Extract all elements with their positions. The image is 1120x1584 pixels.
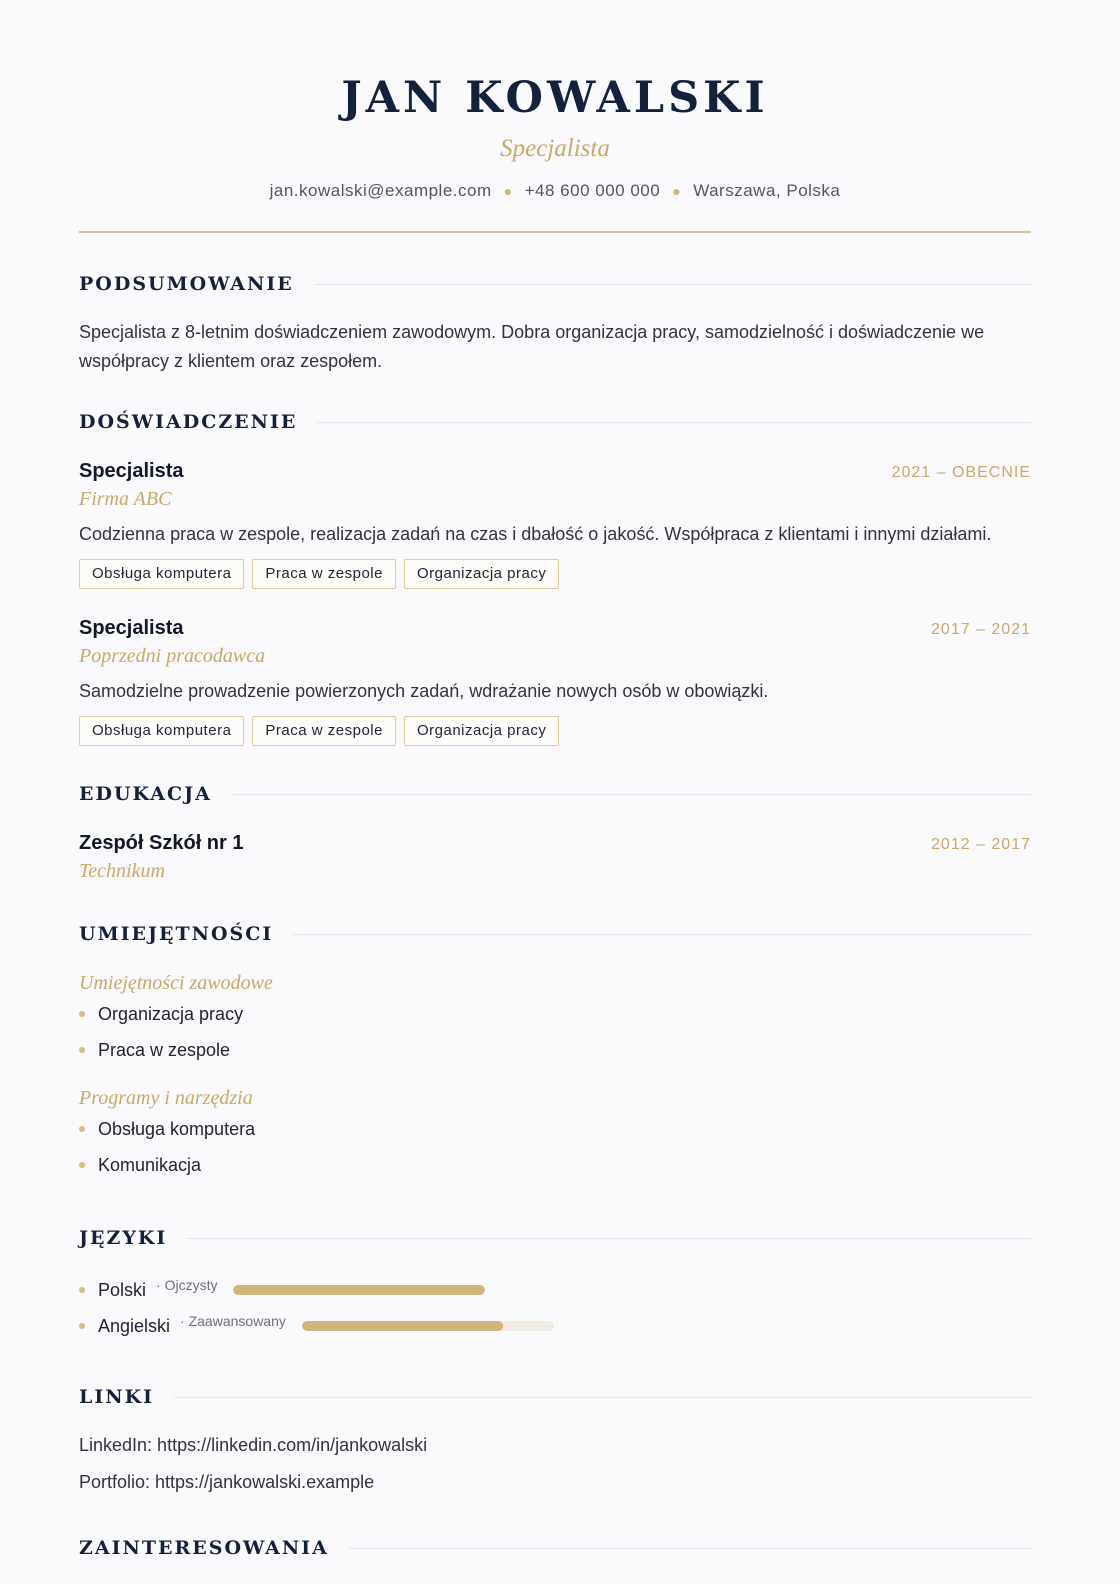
bullet-icon xyxy=(79,1323,85,1329)
job-title: Specjalista xyxy=(79,460,184,482)
job-tags xyxy=(79,716,1031,746)
language-level-fill xyxy=(302,1321,504,1331)
list-item xyxy=(79,996,1031,1032)
skill-tag: Praca w zespole xyxy=(252,559,396,589)
link-linkedin[interactable]: LinkedIn: https://linkedin.com/in/jankowalski xyxy=(79,1435,428,1455)
education-item xyxy=(79,830,1031,884)
candidate-title: Specjalista xyxy=(500,135,610,162)
language-level: · Zaawansowany xyxy=(180,1313,286,1329)
job-company: Firma ABC xyxy=(79,488,172,510)
section-label: EDUKACJA xyxy=(79,783,212,805)
education-date: 2012 – 2017 xyxy=(931,836,1031,853)
bullet-icon xyxy=(79,1011,85,1017)
language-row xyxy=(79,1272,1031,1308)
section-heading-summary xyxy=(79,272,1031,296)
language-name: Polski xyxy=(98,1279,147,1300)
skill-group xyxy=(79,1085,1031,1183)
section-heading-interests xyxy=(79,1536,1031,1560)
resume-header xyxy=(79,0,1031,233)
job-date: 2017 – 2021 xyxy=(931,621,1031,638)
resume-page xyxy=(79,0,1031,1560)
contact-email[interactable]: jan.kowalski@example.com xyxy=(269,181,492,200)
section-divider xyxy=(317,422,1031,423)
section-label: ZAINTERESOWANIA xyxy=(79,1537,329,1559)
section-divider xyxy=(349,1548,1031,1549)
experience-item xyxy=(79,615,1031,746)
job-description: Samodzielne prowadzenie powierzonych zadań, wdrażanie nowych osób w obowiązki. xyxy=(79,681,769,701)
skill-name: Obsługa komputera xyxy=(98,1119,256,1139)
section-label: DOŚWIADCZENIE xyxy=(79,411,298,433)
skill-tag: Obsługa komputera xyxy=(79,716,244,746)
language-list xyxy=(79,1272,1031,1344)
skill-group-title: Programy i narzędzia xyxy=(79,1087,253,1109)
section-divider xyxy=(232,794,1031,795)
job-title: Specjalista xyxy=(79,617,184,639)
bullet-icon xyxy=(79,1126,85,1132)
language-row xyxy=(79,1308,1031,1344)
skill-name: Organizacja pracy xyxy=(98,1004,244,1024)
skill-tag: Obsługa komputera xyxy=(79,559,244,589)
skill-tag: Organizacja pracy xyxy=(404,559,559,589)
skill-list xyxy=(79,996,1031,1068)
bullet-icon xyxy=(79,1162,85,1168)
separator-dot-icon: ● xyxy=(503,183,513,199)
list-item xyxy=(79,1147,1031,1183)
language-level: · Ojczysty xyxy=(156,1277,218,1293)
experience-item xyxy=(79,458,1031,589)
list-item xyxy=(79,1032,1031,1068)
skill-list xyxy=(79,1111,1031,1183)
section-label: JĘZYKI xyxy=(79,1227,168,1249)
section-heading-skills xyxy=(79,922,1031,946)
skill-name: Praca w zespole xyxy=(98,1040,231,1060)
language-level-bar xyxy=(233,1285,485,1295)
section-label: PODSUMOWANIE xyxy=(79,273,294,295)
section-divider xyxy=(174,1397,1031,1398)
skill-tag: Praca w zespole xyxy=(252,716,396,746)
skill-tag: Organizacja pracy xyxy=(404,716,559,746)
section-label: LINKI xyxy=(79,1386,155,1408)
job-tags xyxy=(79,559,1031,589)
job-description: Codzienna praca w zespole, realizacja zadań na czas i dbałość o jakość. Współpraca z klientami i innymi działami. xyxy=(79,524,992,544)
contact-phone[interactable]: +48 600 000 000 xyxy=(524,181,661,200)
bullet-icon xyxy=(79,1287,85,1293)
school-type: Technikum xyxy=(79,860,165,882)
bullet-icon xyxy=(79,1047,85,1053)
job-date: 2021 – OBECNIE xyxy=(891,464,1031,481)
section-heading-languages xyxy=(79,1226,1031,1250)
contact-line xyxy=(79,180,1031,202)
language-name: Angielski xyxy=(98,1315,171,1336)
job-company: Poprzedni pracodawca xyxy=(79,645,266,667)
school-name: Zespół Szkół nr 1 xyxy=(79,832,244,854)
section-divider xyxy=(314,284,1031,285)
section-divider xyxy=(293,934,1031,935)
skill-name: Komunikacja xyxy=(98,1155,202,1175)
section-label: UMIEJĘTNOŚCI xyxy=(79,923,274,945)
list-item xyxy=(79,1111,1031,1147)
candidate-name: JAN KOWALSKI xyxy=(341,73,769,123)
summary-text: Specjalista z 8-letnim doświadczeniem zawodowym. Dobra organizacja pracy, samodzielność i doświadczenie we współpracy z klientem oraz zespołem. xyxy=(79,322,985,371)
skill-group-title: Umiejętności zawodowe xyxy=(79,972,273,994)
section-heading-links xyxy=(79,1385,1031,1409)
section-heading-experience xyxy=(79,410,1031,434)
language-level-fill xyxy=(233,1285,485,1295)
section-heading-education xyxy=(79,782,1031,806)
language-level-bar xyxy=(302,1321,554,1331)
links-list xyxy=(79,1427,1031,1501)
skill-group xyxy=(79,970,1031,1068)
separator-dot-icon: ● xyxy=(672,183,682,199)
contact-location: Warszawa, Polska xyxy=(693,181,841,200)
link-portfolio[interactable]: Portfolio: https://jankowalski.example xyxy=(79,1472,375,1492)
header-divider xyxy=(79,231,1031,233)
section-divider xyxy=(187,1238,1031,1239)
